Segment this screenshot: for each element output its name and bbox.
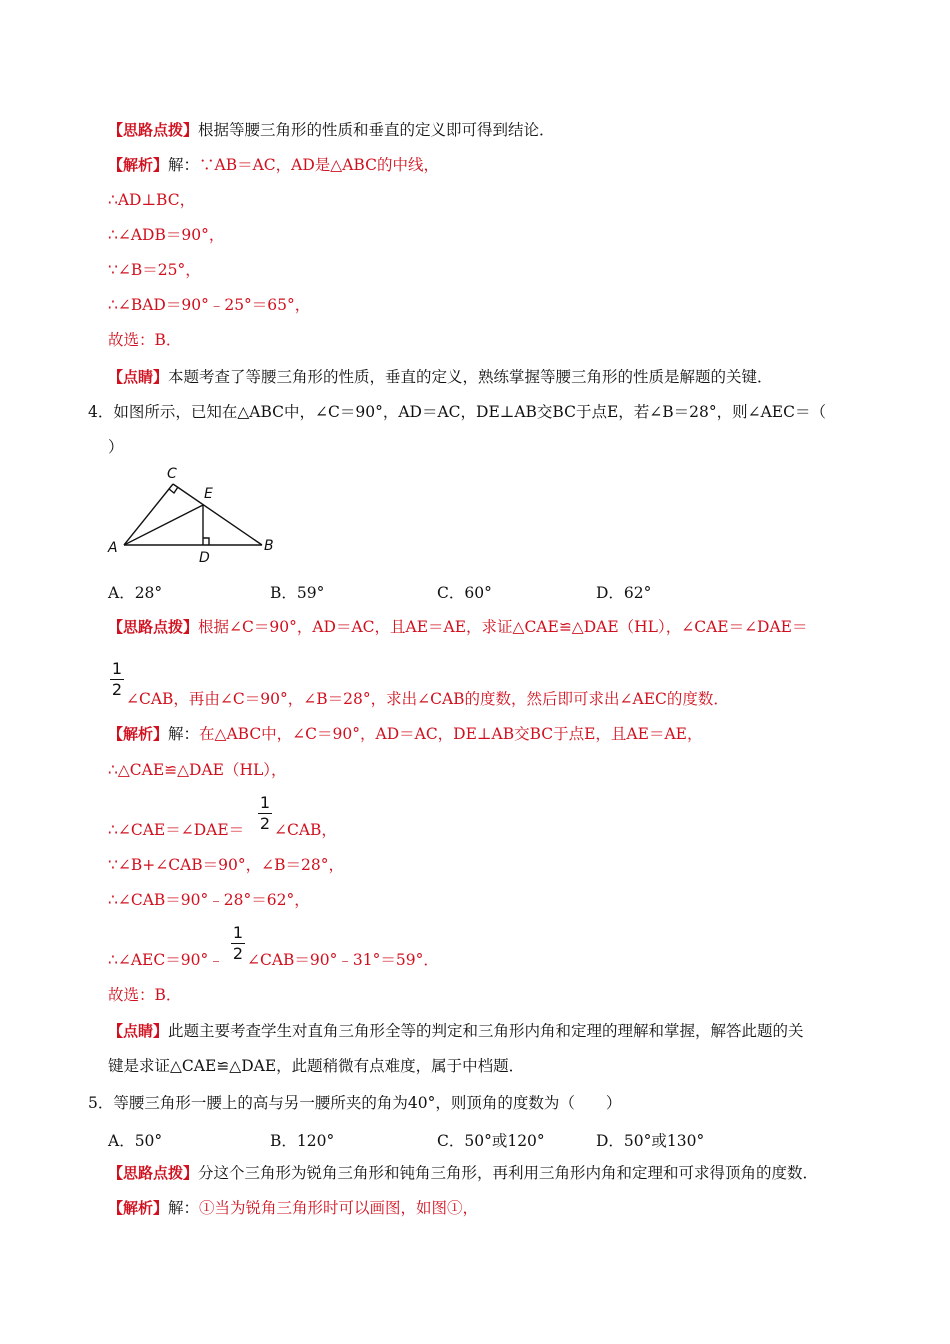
hint-tag: 【思路点拨】 <box>108 121 199 139</box>
q3-analysis-text: ∵AB＝AC，AD是△ABC的中线， <box>199 156 439 174</box>
hint-tag: 【思路点拨】 <box>108 618 199 636</box>
fraction-one-half: 1 2 <box>232 923 244 963</box>
analysis-tag: 【解析】 <box>108 156 169 174</box>
label-E: E <box>204 486 213 502</box>
right-angle-mark-D <box>203 538 209 545</box>
q3-hint <box>108 120 555 140</box>
q4-comment-text: 此题主要考查学生对直角三角形全等的判定和三角形内角和定理的理解和掌握，解答此题的关 <box>168 1022 804 1040</box>
q3-step: ∴∠ADB＝90°， <box>108 226 225 244</box>
q5-option-a[interactable]: A．50° <box>108 1132 163 1150</box>
q5-hint <box>108 1163 818 1183</box>
q4-analysis-text: 在△ABC中，∠C＝90°，AD＝AC，DE⊥AB交BC于点E，且AE＝AE， <box>199 725 703 743</box>
fraction-one-half: 1 2 <box>111 659 123 699</box>
comment-tag: 【点睛】 <box>108 368 169 386</box>
q4-stem-line1: 4．如图所示，已知在△ABC中，∠C＝90°，AD＝AC，DE⊥AB交BC于点E，若∠B＝28°，则∠AEC＝（ <box>88 403 826 421</box>
q4-analysis: 【解析】解：在△ABC中，∠C＝90°，AD＝AC，DE⊥AB交BC于点E，且AE＝AE， <box>108 725 703 743</box>
segment-AE <box>124 505 203 545</box>
q4-stem-line2: ） <box>108 438 124 456</box>
q3-step: ∵∠B＝25°， <box>108 261 201 279</box>
q3-choice-value: B． <box>154 331 182 349</box>
label-A: A <box>108 540 118 556</box>
q4-choice-value: B． <box>154 986 182 1004</box>
q5-stem: 5．等腰三角形一腰上的高与另一腰所夹的角为40°，则顶角的度数为（ ） <box>88 1094 622 1112</box>
side-AC <box>124 484 173 545</box>
q3-step: ∴AD⊥BC， <box>108 191 196 209</box>
q5-number: 5． <box>88 1094 114 1112</box>
q3-hint-text: 根据等腰三角形的性质和垂直的定义即可得到结论． <box>198 121 555 139</box>
q4-option-a[interactable]: A．28° <box>108 584 163 602</box>
q4-option-b[interactable]: B．59° <box>270 584 325 602</box>
fraction-one-half: 1 2 <box>259 793 271 833</box>
q4-hint-text: 根据∠C＝90°，AD＝AC，且AE＝AE，求证△CAE≌△DAE（HL），∠CAE＝∠DAE＝ <box>198 618 808 636</box>
q4-step: ∴∠CAE＝∠DAE＝ <box>108 821 245 839</box>
q4-figure <box>100 458 290 566</box>
side-CB <box>173 484 262 545</box>
q4-step: ∠CAB， <box>274 821 337 839</box>
q4-number: 4． <box>88 403 114 421</box>
q3-comment-text: 本题考查了等腰三角形的性质，垂直的定义，熟练掌握等腰三角形的性质是解题的关键． <box>168 368 773 386</box>
q5-analysis: 【解析】解：①当为锐角三角形时可以画图，如图①， <box>108 1199 479 1217</box>
analysis-tag: 【解析】 <box>108 725 169 743</box>
q5-option-d[interactable]: D．50°或130° <box>596 1132 705 1150</box>
q4-step: ∵∠B+∠CAB＝90°，∠B＝28°， <box>108 856 344 874</box>
label-D: D <box>199 550 210 566</box>
q4-step: ∠CAB＝90°﹣31°＝59°． <box>247 951 439 969</box>
q3-choice: 故选：B． <box>108 331 182 349</box>
q4-step: ∴∠CAB＝90°﹣28°＝62°， <box>108 891 310 909</box>
q5-analysis-text: ①当为锐角三角形时可以画图，如图①， <box>199 1199 479 1217</box>
q4-hint <box>108 617 808 637</box>
q3-comment <box>108 367 773 387</box>
analysis-tag: 【解析】 <box>108 1199 169 1217</box>
q3-analysis: 【解析】解：∵AB＝AC，AD是△ABC的中线， <box>108 156 439 174</box>
comment-tag: 【点睛】 <box>108 1022 169 1040</box>
q4-hint-line2: ∠CAB，再由∠C＝90°，∠B＝28°，求出∠CAB的度数，然后即可求出∠AEC的度数． <box>126 690 729 708</box>
q4-step: ∴∠AEC＝90°﹣ <box>108 951 224 969</box>
hint-tag: 【思路点拨】 <box>108 1164 199 1182</box>
q3-step: ∴∠BAD＝90°﹣25°＝65°， <box>108 296 311 314</box>
q4-option-d[interactable]: D．62° <box>596 584 652 602</box>
q5-hint-text: 分这个三角形为锐角三角形和钝角三角形，再利用三角形内角和定理和可求得顶角的度数． <box>198 1164 819 1182</box>
label-C: C <box>167 466 177 482</box>
q5-option-c[interactable]: C．50°或120° <box>437 1132 545 1150</box>
label-B: B <box>264 538 274 554</box>
q4-option-c[interactable]: C．60° <box>437 584 492 602</box>
q4-step: ∴△CAE≌△DAE（HL）， <box>108 761 287 779</box>
q5-option-b[interactable]: B．120° <box>270 1132 335 1150</box>
q4-comment-line2: 键是求证△CAE≌△DAE，此题稍微有点难度，属于中档题． <box>108 1057 525 1075</box>
q4-choice: 故选：B． <box>108 986 182 1004</box>
q4-comment <box>108 1021 804 1041</box>
